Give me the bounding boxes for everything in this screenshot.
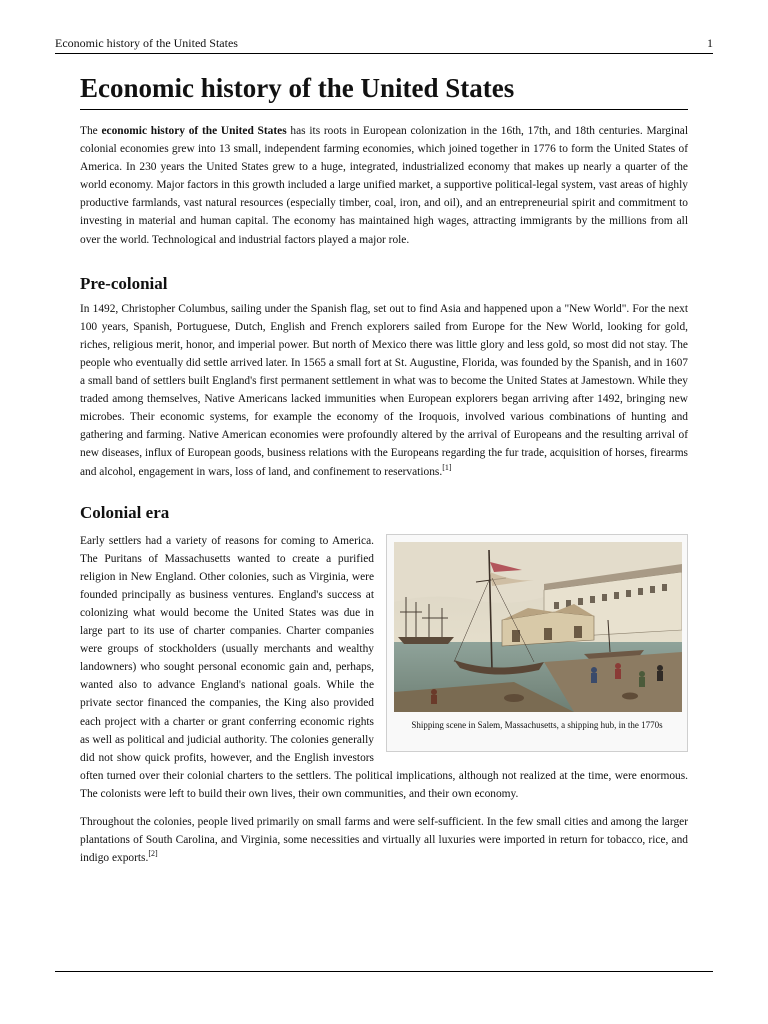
- page-number: 1: [707, 36, 713, 50]
- shipping-scene-image: [394, 542, 682, 712]
- article-title: Economic history of the United States: [80, 72, 688, 110]
- figure-salem-shipping: [386, 534, 688, 752]
- precolonial-paragraph: [80, 300, 688, 481]
- precolonial-text: In 1492, Christopher Columbus, sailing under the Spanish flag, set out to find Asia and happened upon a "New World". For the next 100 years, Spanish, Portuguese, Dutch, English and French explorers sailed from Europe for the New World, looking for gold, riches, religious merit, honor, and imperial power. But north of Mexico there was little glory and less gold, so most did not stay. The people who eventually did settle arrived later. In 1565 a small fort at St. Augustine, Florida, was founded by the Spanish, and in 1607 a small band of settlers built England's first permanent settlement in what was to become the United States at Jamestown. While they traded among themselves, Native Americans lacked immunities when European explorers began arriving after 1492, bringing new microbes. Their economic systems, for example the economy of the Iroquois, involved various combinations of hunting and gathering and farming. Native American economies were profoundly altered by the arrival of Europeans and the resulting arrival of new diseases, influx of European goods, business relations with the Europeans regarding the fur trade, acquisition of horses, firearms and alcohol, engagement in wars, loss of land, and confinement to reservations.: [80, 302, 688, 478]
- intro-bold-term: economic history of the United States: [101, 125, 287, 137]
- intro-paragraph: [80, 122, 688, 249]
- colonial-paragraph-1: Early settlers had a variety of reasons for coming to America. The Puritans of Massachusetts wanted to create a purified religion in New England. Other colonies, such as Virginia, were founded principally as business ventures. England's success at colonizing what would become the United States was due in large part to its use of charter companies. Charter companies were groups of stockholders (usually merchants and wealthy landowners) who sought personal economic gain and, perhaps, wanted also to advance England's national goals. While the private sector financed the companies, the King also provided each project with a charter or grant conferring economic rights as well as political and judicial authority. The colonies generally did not show quick profits, however, and the English investors often turned over their colonial charters to the settlers. The political implications, although not realized at the time, were enormous. The colonists were left to build their own lives, their own communities, and their own economy.: [80, 534, 688, 800]
- colonial-paragraph-2: [80, 813, 688, 867]
- colonial-paragraph-2-text: Throughout the colonies, people lived primarily on small farms and were self-sufficient. In the few small cities and among the larger plantations of South Carolina, and Virginia, some necessities and virtually all luxuries were imported in return for tobacco, rice, and indigo exports.: [80, 816, 688, 865]
- figure-caption: Shipping scene in Salem, Massachusetts, a shipping hub, in the 1770s: [411, 719, 663, 730]
- intro-body: has its roots in European colonization in the 16th, 17th, and 18th centuries. Marginal colonial economies grew into 13 small, independent farming economies, which joined together in 1776 to form the United States of America. In 230 years the United States grew to a huge, integrated, industrialized economy that makes up nearly a quarter of the world economy. Major factors in this growth included a large unified market, a supportive political-legal system, vast areas of highly productive farmlands, vast natural resources (especially timber, coal, iron, and oil), and an entrepreneurial spirit and commitment to investing in material and human capital. The economy has maintained high wages, attracting immigrants by the millions from all over the world. Technological and industrial factors played a major role.: [80, 125, 688, 246]
- intro-lead: The: [80, 125, 102, 137]
- colonial-block: [80, 532, 688, 803]
- reference-link-1[interactable]: [1]: [442, 462, 452, 472]
- footer-rule: [55, 971, 713, 972]
- reference-link-2[interactable]: [2]: [148, 849, 158, 859]
- running-header-title: Economic history of the United States: [55, 36, 238, 50]
- section-heading-precolonial: Pre-colonial: [80, 273, 168, 293]
- running-header: [55, 36, 713, 54]
- section-heading-colonial: Colonial era: [80, 502, 170, 522]
- article-body: [80, 72, 688, 867]
